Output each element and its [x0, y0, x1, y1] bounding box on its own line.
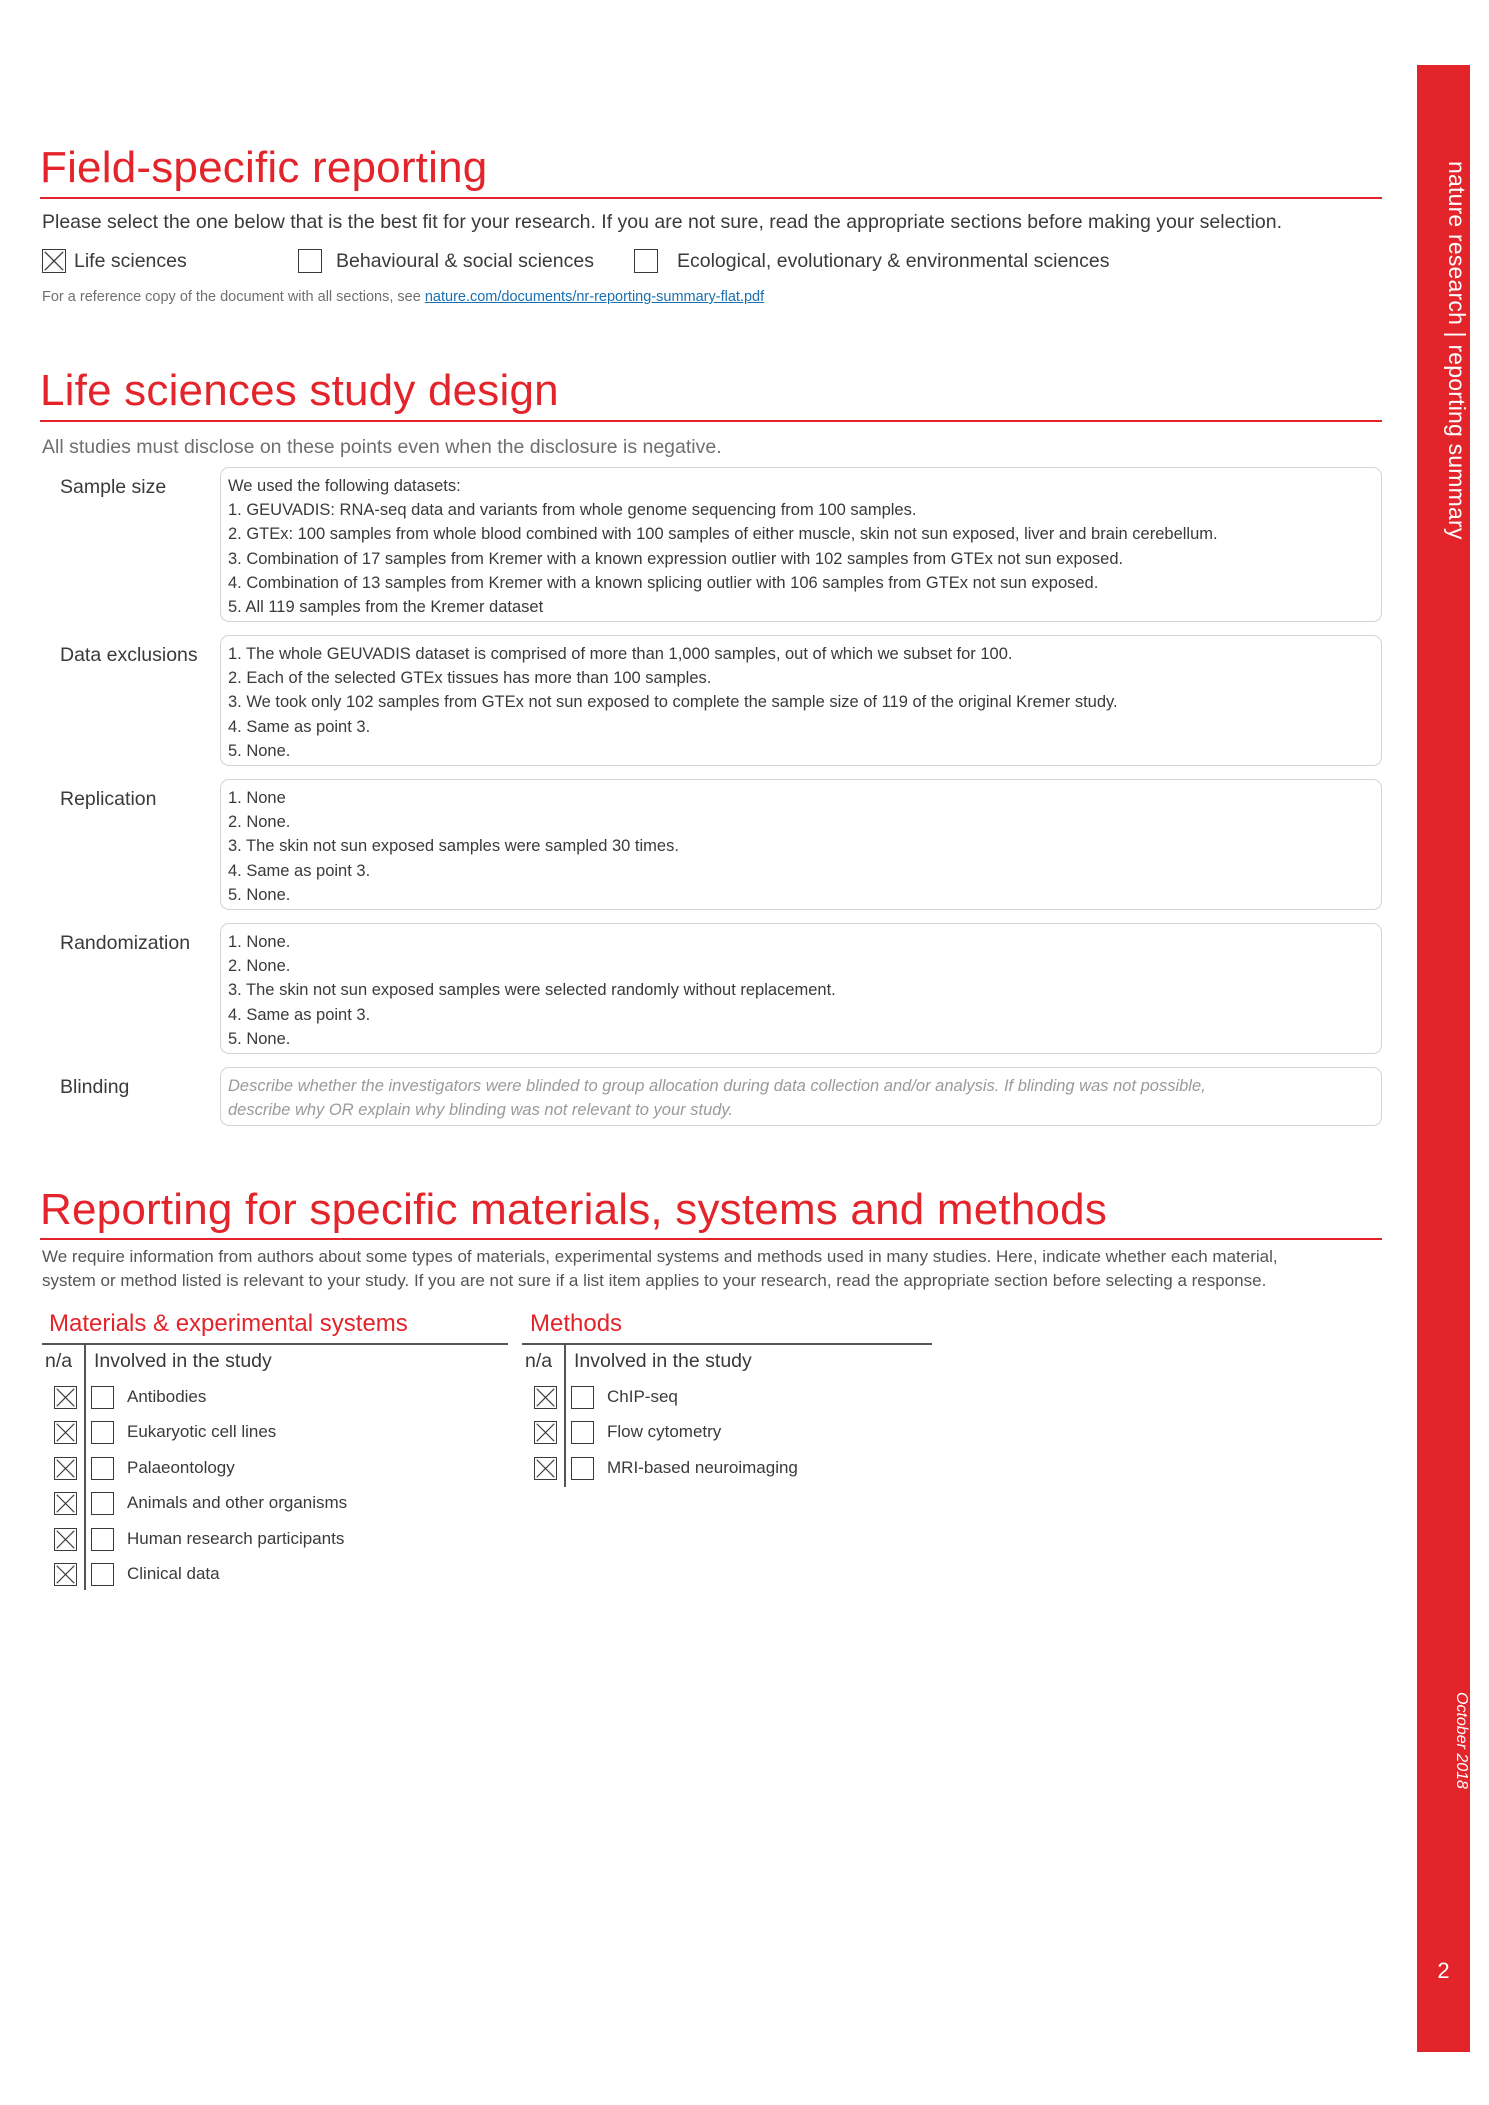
systems-divider — [84, 1345, 86, 1590]
text-line: 3. The skin not sun exposed samples were selected randomly without replacement. — [228, 981, 836, 1000]
animals-involved-checkbox[interactable] — [91, 1492, 114, 1515]
text-line: 4. Combination of 13 samples from Kremer with a known splicing outlier with 106 samples from GTEx not sun exposed. — [228, 573, 1099, 592]
animals-label: Animals and other organisms — [127, 1493, 348, 1512]
ecological-label: Ecological, evolutionary & environmental sciences — [677, 250, 1110, 272]
check-x-icon — [55, 1458, 76, 1479]
blinding-field[interactable] — [220, 1067, 1382, 1126]
blinding-label: Blinding — [60, 1076, 130, 1098]
text-line: 2. Each of the selected GTEx tissues has more than 100 samples. — [228, 669, 712, 688]
study-design-intro: All studies must disclose on these points even when the disclosure is negative. — [42, 436, 722, 458]
check-x-icon — [55, 1493, 76, 1514]
human-participants-involved-checkbox[interactable] — [91, 1528, 114, 1551]
life-sciences-label: Life sciences — [74, 250, 187, 272]
chip-seq-na-checkbox[interactable] — [534, 1386, 557, 1409]
text-line: 4. Same as point 3. — [228, 1005, 371, 1024]
mri-involved-checkbox[interactable] — [571, 1457, 594, 1480]
reference-link[interactable]: nature.com/documents/nr-reporting-summary-flat.pdf — [424, 289, 765, 305]
antibodies-na-checkbox[interactable] — [54, 1386, 77, 1409]
text-line: 4. Same as point 3. — [228, 861, 371, 880]
text-line: 3. We took only 102 samples from GTEx not sun exposed to complete the sample size of 119 of the original Kremer study. — [228, 693, 1118, 712]
check-x-icon — [43, 250, 65, 272]
sidebar-date: October 2018 — [1453, 1691, 1470, 1789]
data-exclusions-field[interactable] — [220, 635, 1382, 766]
methods-title: Methods — [530, 1310, 623, 1337]
paragraph-line: system or method listed is relevant to your study. If you are not sure if a list item applies to your research, read the appropriate section before selecting a response. — [42, 1271, 1267, 1290]
flow-cytometry-label: Flow cytometry — [607, 1422, 722, 1441]
check-x-icon — [55, 1529, 76, 1550]
check-x-icon — [55, 1422, 76, 1443]
reference-prefix: For a reference copy of the document with all sections, see — [42, 289, 425, 305]
placeholder-line: describe why OR explain why blinding was not relevant to your study. — [228, 1101, 734, 1120]
palaeontology-label: Palaeontology — [127, 1458, 235, 1477]
sample-size-field[interactable] — [220, 467, 1382, 622]
field-instruction: Please select the one below that is the best fit for your research. If you are not sure, read the appropriate sections before making your selection. — [42, 211, 1283, 233]
methods-involved-header: Involved in the study — [574, 1350, 752, 1372]
heading-rule — [40, 420, 1382, 422]
systems-rule — [42, 1343, 508, 1345]
sidebar-title: nature research | reporting summary — [1444, 160, 1470, 540]
text-line: 4. Same as point 3. — [228, 717, 371, 736]
mri-na-checkbox[interactable] — [534, 1457, 557, 1480]
check-x-icon — [55, 1564, 76, 1585]
methods-na-header: n/a — [525, 1350, 553, 1372]
clinical-data-na-checkbox[interactable] — [54, 1563, 77, 1586]
field-specific-heading: Field-specific reporting — [40, 143, 488, 192]
text-line: 3. Combination of 17 samples from Kremer with a known expression outlier with 102 samples from GTEx not sun exposed. — [228, 549, 1124, 568]
antibodies-involved-checkbox[interactable] — [91, 1386, 114, 1409]
ecological-checkbox[interactable] — [634, 249, 658, 273]
text-line: 1. None. — [228, 933, 291, 951]
check-x-icon — [55, 1387, 76, 1408]
data-exclusions-label: Data exclusions — [60, 644, 198, 666]
text-line: 5. None. — [228, 1029, 291, 1048]
reference-note — [42, 289, 764, 305]
text-line: 1. The whole GEUVADIS dataset is comprised of more than 1,000 samples, out of which we subset for 100. — [228, 645, 1013, 663]
animals-na-checkbox[interactable] — [54, 1492, 77, 1515]
palaeontology-involved-checkbox[interactable] — [91, 1457, 114, 1480]
page-number: 2 — [1437, 1958, 1450, 1983]
heading-rule — [40, 1238, 1382, 1240]
study-design-heading: Life sciences study design — [40, 366, 559, 415]
palaeontology-na-checkbox[interactable] — [54, 1457, 77, 1480]
text-line: We used the following datasets: — [228, 477, 461, 495]
flow-cytometry-involved-checkbox[interactable] — [571, 1421, 594, 1444]
materials-heading: Reporting for specific materials, systems and methods — [40, 1185, 1108, 1234]
clinical-data-label: Clinical data — [127, 1564, 220, 1583]
cell-lines-label: Eukaryotic cell lines — [127, 1422, 277, 1441]
behavioural-label: Behavioural & social sciences — [336, 250, 594, 272]
human-participants-na-checkbox[interactable] — [54, 1528, 77, 1551]
methods-rule — [522, 1343, 932, 1345]
text-line: 2. GTEx: 100 samples from whole blood combined with 100 samples of either muscle, skin not sun exposed, liver and brain cerebellum. — [228, 525, 1218, 544]
text-line: 5. All 119 samples from the Kremer dataset — [228, 598, 544, 617]
chip-seq-label: ChIP-seq — [607, 1387, 678, 1406]
behavioural-checkbox[interactable] — [298, 249, 322, 273]
check-x-icon — [535, 1458, 556, 1479]
text-line: 1. None — [228, 789, 286, 807]
replication-label: Replication — [60, 788, 157, 810]
text-line: 1. GEUVADIS: RNA-seq data and variants from whole genome sequencing from 100 samples. — [228, 501, 917, 520]
life-sciences-checkbox[interactable] — [42, 249, 66, 273]
chip-seq-involved-checkbox[interactable] — [571, 1386, 594, 1409]
systems-title: Materials & experimental systems — [49, 1310, 408, 1337]
text-line: 2. None. — [228, 957, 291, 976]
systems-involved-header: Involved in the study — [94, 1350, 272, 1372]
randomization-field[interactable] — [220, 923, 1382, 1054]
paragraph-line: We require information from authors about some types of materials, experimental systems and methods used in many studies. Here, indicate whether each material, — [42, 1247, 1278, 1266]
check-x-icon — [535, 1422, 556, 1443]
materials-paragraph — [42, 1245, 1278, 1293]
text-line: 2. None. — [228, 813, 291, 832]
human-participants-label: Human research participants — [127, 1529, 345, 1548]
check-x-icon — [535, 1387, 556, 1408]
systems-na-header: n/a — [45, 1350, 73, 1372]
methods-divider — [564, 1345, 566, 1487]
cell-lines-na-checkbox[interactable] — [54, 1421, 77, 1444]
mri-label: MRI-based neuroimaging — [607, 1458, 798, 1477]
placeholder-line: Describe whether the investigators were blinded to group allocation during data collection and/or analysis. If blinding was not possible, — [228, 1077, 1206, 1095]
replication-field[interactable] — [220, 779, 1382, 910]
text-line: 5. None. — [228, 741, 291, 760]
clinical-data-involved-checkbox[interactable] — [91, 1563, 114, 1586]
antibodies-label: Antibodies — [127, 1387, 207, 1406]
cell-lines-involved-checkbox[interactable] — [91, 1421, 114, 1444]
randomization-label: Randomization — [60, 932, 191, 954]
flow-cytometry-na-checkbox[interactable] — [534, 1421, 557, 1444]
heading-rule — [40, 197, 1382, 199]
text-line: 3. The skin not sun exposed samples were sampled 30 times. — [228, 837, 679, 856]
text-line: 5. None. — [228, 885, 291, 904]
sample-size-label: Sample size — [60, 476, 167, 498]
